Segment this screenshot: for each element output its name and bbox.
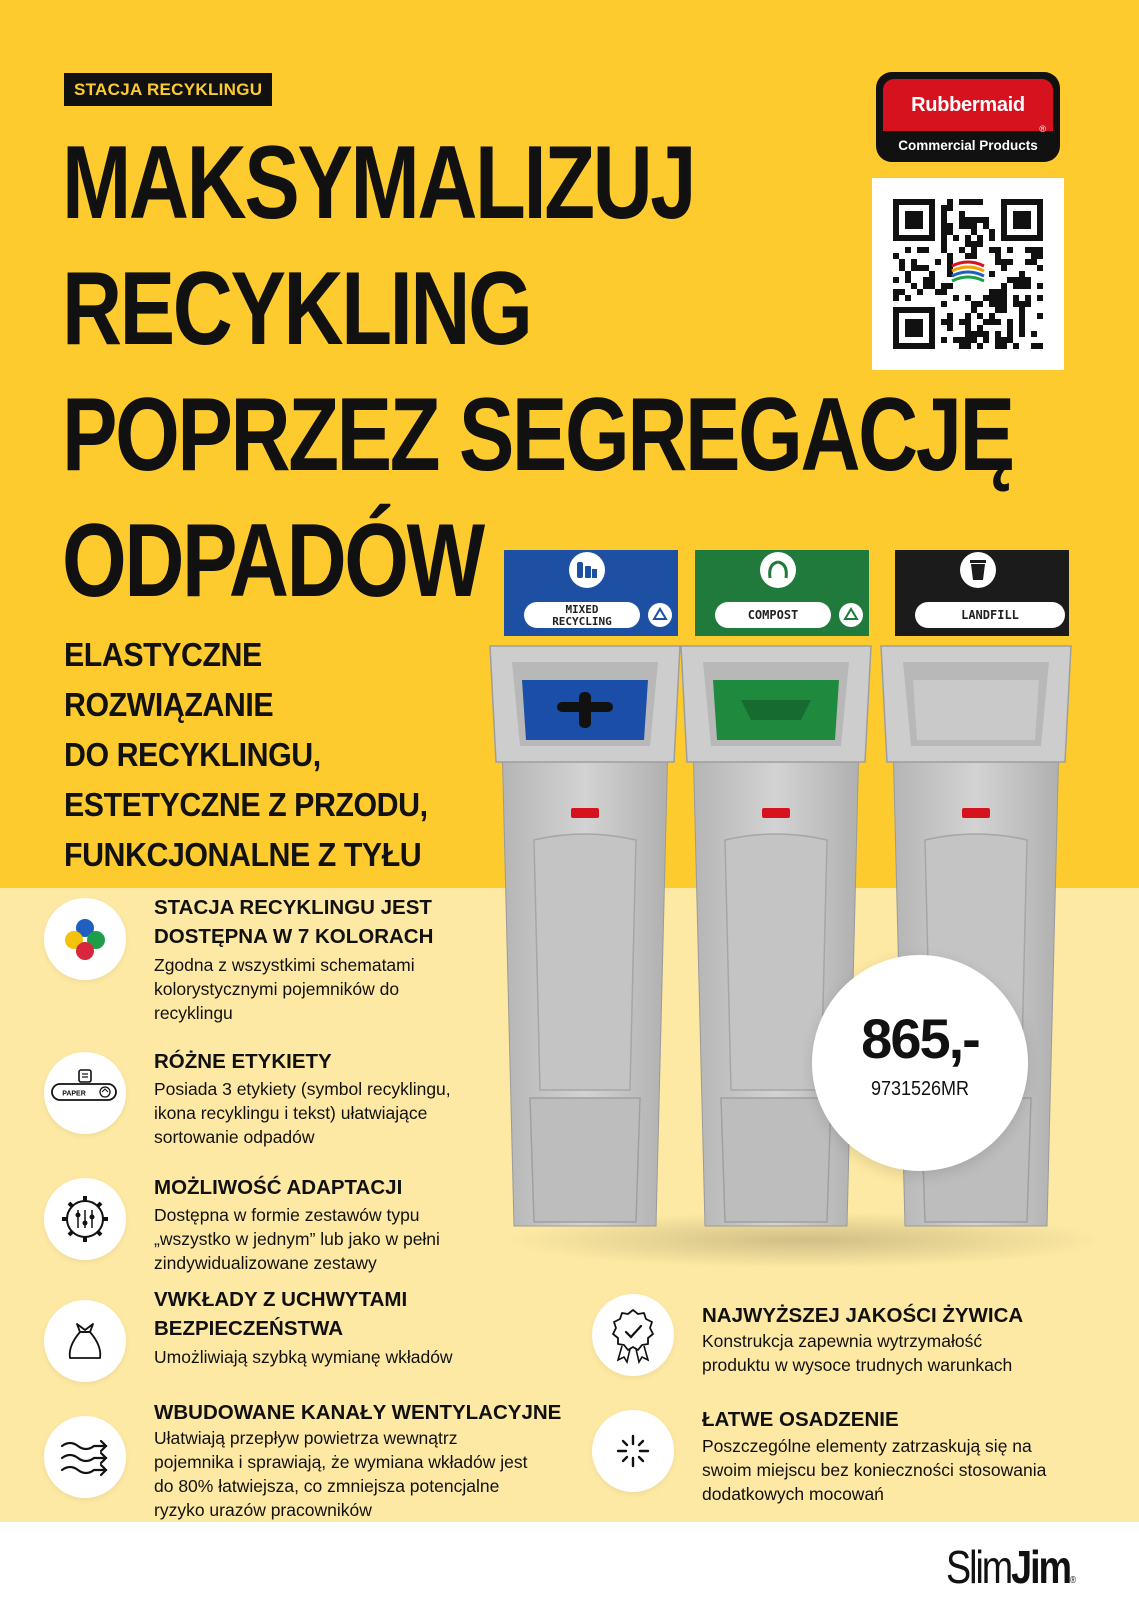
feature-description xyxy=(154,953,415,1025)
feature-desc-line: kolorystycznymi pojemników do xyxy=(154,979,400,999)
brand-trademark: ® xyxy=(1069,1575,1077,1586)
feature-desc-line: swoim miejscu bez konieczności stosowania xyxy=(702,1460,1047,1480)
price-value: 865,- xyxy=(861,1007,979,1070)
bin-slot xyxy=(579,692,591,728)
recycle-icon xyxy=(648,603,672,627)
subheadline-line: ROZWIĄZANIE xyxy=(64,686,274,723)
slim-jim-logo xyxy=(946,1540,1076,1608)
feature-title-line: BEZPIECZEŃSTWA xyxy=(154,1317,344,1340)
bin-label-text: RECYCLING xyxy=(552,615,612,628)
bin-front-panel xyxy=(534,834,636,1090)
quality-badge-icon xyxy=(592,1294,674,1376)
bag-icon xyxy=(44,1300,126,1382)
feature-title: NAJWYŻSZEJ JAKOŚCI ŻYWICA xyxy=(702,1304,1024,1327)
bin-label-text: MIXED xyxy=(565,603,599,616)
feature-title: RÓŻNE ETYKIETY xyxy=(154,1050,332,1073)
bin-mixed-recycling xyxy=(490,550,680,1226)
recycling-station-image xyxy=(476,550,1112,1280)
subheadline xyxy=(64,630,428,880)
feature-title: MOŻLIWOŚĆ ADAPTACJI xyxy=(154,1176,403,1199)
logo-wordmark: Rubbermaid xyxy=(883,79,1053,131)
snap-icon xyxy=(592,1410,674,1492)
qr-center-logo xyxy=(952,272,984,276)
feature-desc-line: Ułatwiają przepływ powietrza wewnątrz xyxy=(154,1428,458,1448)
product-code: 9731526MR xyxy=(870,1078,970,1100)
feature-description xyxy=(154,1426,528,1522)
bin-opening xyxy=(913,680,1039,740)
feature-title-line: VWKŁADY Z UCHWYTAMI xyxy=(154,1288,408,1311)
feature-desc-line: Zgodna z wszystkimi schematami xyxy=(154,955,415,975)
feature-title-line: STACJA RECYKLINGU JEST xyxy=(154,896,432,919)
feature-title: ŁATWE OSADZENIE xyxy=(702,1408,899,1431)
feature-title: WBUDOWANE KANAŁY WENTYLACYJNE xyxy=(154,1401,562,1424)
feature-desc-line: recyklingu xyxy=(154,1003,233,1023)
bin-label-text: LANDFILL xyxy=(961,608,1019,622)
title-line: MAKSYMALIZUJ xyxy=(62,125,695,241)
subheadline-line: ESTETYCZNE Z PRZODU, xyxy=(64,786,428,823)
feature-desc-line: zindywidualizowane zestawy xyxy=(154,1253,377,1273)
bin-brand-badge xyxy=(571,808,599,818)
qr-center-logo xyxy=(952,277,984,281)
feature-title xyxy=(154,893,433,951)
feature-title xyxy=(154,1285,407,1343)
gear-settings-icon xyxy=(44,1178,126,1260)
label-icon xyxy=(44,1052,126,1134)
feature-description xyxy=(702,1434,1046,1506)
feature-description: Umożliwiają szybką wymianę wkładów xyxy=(154,1347,453,1367)
qr-center-logo xyxy=(952,262,984,266)
feature-description xyxy=(702,1329,1012,1377)
qr-code[interactable] xyxy=(872,178,1064,370)
price-badge xyxy=(812,955,1028,1171)
bin-kick-plate xyxy=(721,1098,831,1222)
label-icon-text: PAPER xyxy=(62,1090,86,1098)
brand-bold: Jim xyxy=(1011,1541,1070,1593)
logo-registered-mark: ® xyxy=(1039,124,1046,134)
feature-desc-line: sortowanie odpadów xyxy=(154,1127,315,1147)
rubbermaid-logo xyxy=(876,72,1060,162)
feature-desc-line: Dostępna w formie zestawów typu xyxy=(154,1205,420,1225)
feature-desc-line: do 80% łatwiejsza, co zmniejsza potencjalne xyxy=(154,1476,500,1496)
feature-desc-line: „wszystko w jednym” lub jako w pełni xyxy=(154,1229,440,1249)
bin-label-text: COMPOST xyxy=(747,608,799,622)
feature-title-line: DOSTĘPNA W 7 KOLORACH xyxy=(154,925,434,948)
page-title xyxy=(62,120,1013,624)
color-dots-icon xyxy=(44,898,126,980)
title-line: ODPADÓW xyxy=(62,503,483,619)
airflow-icon xyxy=(44,1416,126,1498)
subheadline-line: FUNKCJONALNE Z TYŁU xyxy=(64,836,422,873)
bin-brand-badge xyxy=(762,808,790,818)
feature-desc-line: dodatkowych mocowań xyxy=(702,1484,884,1504)
feature-desc-line: pojemnika i sprawiają, że wymiana wkładów jest xyxy=(154,1452,528,1472)
category-tag: STACJA RECYKLINGU xyxy=(64,73,272,106)
feature-desc-line: produktu w wysoce trudnych warunkach xyxy=(702,1355,1013,1375)
feature-desc-line: ikona recyklingu i tekst) ułatwiające xyxy=(154,1103,428,1123)
feature-desc-line: Konstrukcja zapewnia wytrzymałość xyxy=(702,1331,983,1351)
bin-flap xyxy=(741,700,811,720)
recycle-icon xyxy=(839,603,863,627)
brand-light: Slim xyxy=(946,1541,1012,1593)
feature-desc-line: Poszczególne elementy zatrzaskują się na xyxy=(702,1436,1032,1456)
qr-center-logo xyxy=(952,267,984,271)
feature-desc-line: ryzyko urazów pracowników xyxy=(154,1500,372,1520)
feature-description xyxy=(154,1077,451,1149)
qr-code-graphic xyxy=(872,178,1064,370)
title-line: POPRZEZ SEGREGACJĘ xyxy=(62,377,1013,493)
feature-desc-line: Posiada 3 etykiety (symbol recyklingu, xyxy=(154,1079,451,1099)
compost-icon xyxy=(760,552,796,588)
feature-description xyxy=(154,1203,440,1275)
bin-kick-plate xyxy=(530,1098,640,1222)
subheadline-line: ELASTYCZNE xyxy=(64,636,262,673)
bin-brand-badge xyxy=(962,808,990,818)
logo-subtitle: Commercial Products xyxy=(898,138,1038,153)
title-line: RECYKLING xyxy=(62,251,531,367)
subheadline-line: DO RECYKLINGU, xyxy=(64,736,321,773)
